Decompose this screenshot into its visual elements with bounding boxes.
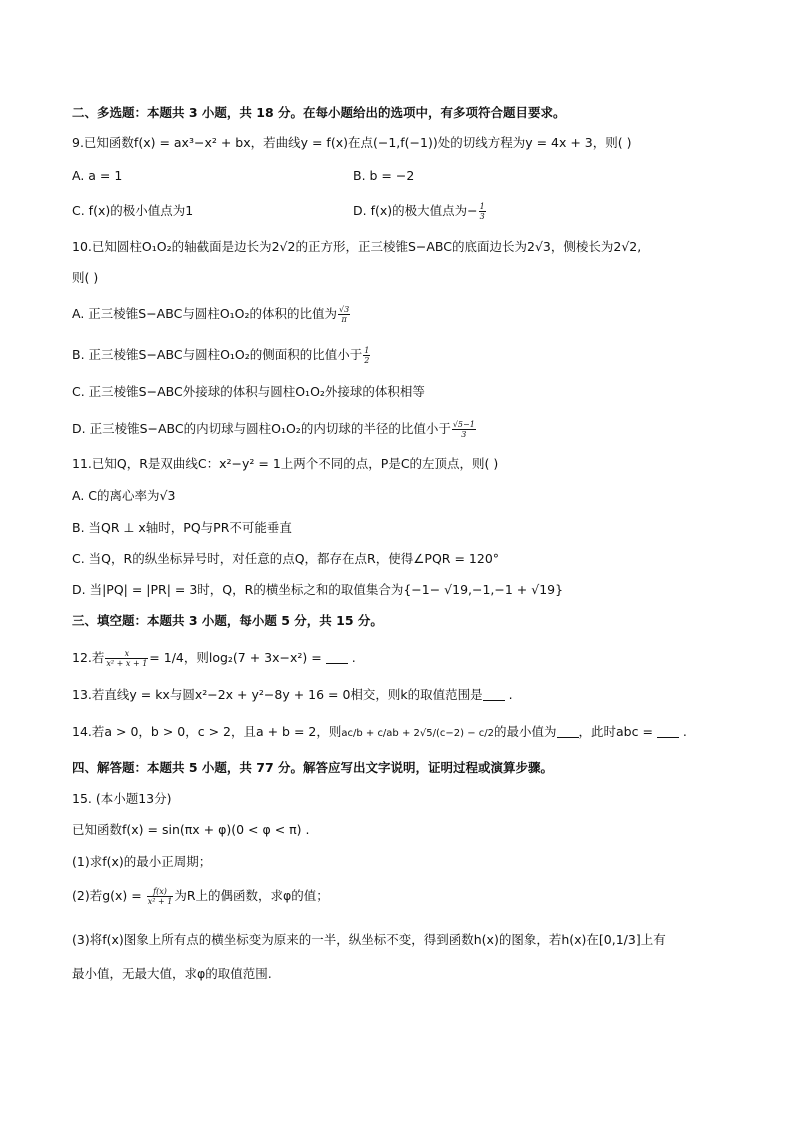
q13-end: . [504,687,513,702]
fraction-denominator: x² + 1 [147,897,173,906]
fraction-numerator: f(x) [147,887,174,897]
q12-fraction [105,649,148,668]
section-fill-heading: 三、填空题：本题共 3 小题，每小题 5 分，共 15 分。 [72,613,383,628]
q10-option-b-fraction [363,346,370,365]
fraction-numerator: x [105,649,148,659]
q9-option-d [353,201,487,221]
fraction-numerator: √3 [339,305,350,314]
q10-option-a-fraction [338,305,350,324]
q12 [72,648,356,668]
q9-option-d-text: D. f(x)的极大值点为− [353,203,478,218]
q15-part-2-pre: (2)若g(x) = [72,888,146,903]
q14-pre: 14.若a > 0，b > 0，c > 2，且a + b = 2，则 [72,724,342,739]
q10-stem-2: 则( ) [72,270,99,285]
q13-answer-blank[interactable] [483,688,505,701]
q15-part-2 [72,886,329,906]
q15-title: 15. (本小题13分) [72,791,172,806]
q14-end: . [678,724,687,739]
q10-option-a-text: A. 正三棱锥S−ABC与圆柱O₁O₂的体积的比值为 [72,306,338,321]
q10-stem: 10.已知圆柱O₁O₂的轴截面是边长为2√2的正方形，正三棱锥S−ABC的底面边长为2√3，侧棱长为2√2, [72,239,642,254]
fraction-numerator: 1 [479,202,485,211]
fraction-numerator: √5−1 [452,420,475,429]
q12-pre: 12.若 [72,650,105,665]
q15-part-2-post: 为R上的偶函数，求φ的值； [174,888,329,903]
section-multi-heading: 二、多选题：本题共 3 小题，共 18 分。在每小题给出的选项中，有多项符合题目要求。 [72,105,566,120]
q10-option-b [72,345,371,365]
q9-option-d-fraction [479,202,486,221]
q12-end: . [347,650,356,665]
q9-option-c: C. f(x)的极小值点为1 [72,203,194,218]
q11-option-a: A. C的离心率为√3 [72,488,176,503]
q15-given: 已知函数f(x) = sin(πx + φ)(0 < φ < π) . [72,822,310,837]
fraction-denominator: x² + x + 1 [106,659,148,668]
q13 [72,685,513,705]
section-solve-heading: 四、解答题：本题共 5 小题，共 77 分。解答应写出文字说明，证明过程或演算步骤。 [72,760,554,775]
q9-option-b: B. b = −2 [353,168,415,183]
q11-option-c: C. 当Q，R的纵坐标异号时，对任意的点Q，都存在点R，使得∠PQR = 120° [72,551,500,566]
q14-answer-blank-2[interactable] [657,725,679,738]
q14-answer-blank-1[interactable] [557,725,579,738]
q10-option-d-fraction [452,420,476,439]
q14-mid: 的最小值为 [494,724,557,739]
q10-option-d [72,419,477,439]
q11-option-d: D. 当|PQ| = |PR| = 3时，Q，R的横坐标之和的取值集合为{−1− √19,−1,−1 + √19} [72,582,564,597]
q14-mid2: ，此时abc = [578,724,657,739]
q11-option-b: B. 当QR ⊥ x轴时，PQ与PR不可能垂直 [72,520,292,535]
q10-option-d-text: D. 正三棱锥S−ABC的内切球与圆柱O₁O₂的内切球的半径的比值小于 [72,421,451,436]
q14 [72,722,687,744]
fraction-numerator: 1 [364,346,370,355]
q13-text: 13.若直线y = kx与圆x²−2x + y²−8y + 16 = 0相交，则k的取值范围是 [72,687,483,702]
fraction-denominator: 3 [479,212,485,221]
q15-part-2-fraction [147,887,174,906]
q10-option-a [72,304,351,324]
q15-part-3-cont: 最小值，无最大值，求φ的取值范围. [72,966,272,981]
fraction-denominator: π [341,315,347,324]
fraction-denominator: 2 [364,356,370,365]
q10-option-b-text: B. 正三棱锥S−ABC与圆柱O₁O₂的侧面积的比值小于 [72,347,363,362]
q14-expression: ac/b + c/ab + 2√5/(c−2) − c/2 [341,728,494,739]
q10-option-c: C. 正三棱锥S−ABC外接球的体积与圆柱O₁O₂外接球的体积相等 [72,384,425,399]
fraction-denominator: 3 [461,430,467,439]
q9-stem: 9.已知函数f(x) = ax³−x² + bx，若曲线y = f(x)在点(−1,f(−1))处的切线方程为y = 4x + 3，则( ) [72,135,632,150]
q15-part-3: (3)将f(x)图象上所有点的横坐标变为原来的一半，纵坐标不变，得到函数h(x)的图象，若h(x)在[0,1/3]上有 [72,932,666,947]
q12-answer-blank[interactable] [326,651,348,664]
q15-part-1: (1)求f(x)的最小正周期； [72,854,212,869]
q11-stem: 11.已知Q，R是双曲线C：x²−y² = 1上两个不同的点，P是C的左顶点，则( ) [72,456,499,471]
q9-option-a: A. a = 1 [72,168,123,183]
q12-post: = 1/4，则log₂(7 + 3x−x²) = [149,650,326,665]
